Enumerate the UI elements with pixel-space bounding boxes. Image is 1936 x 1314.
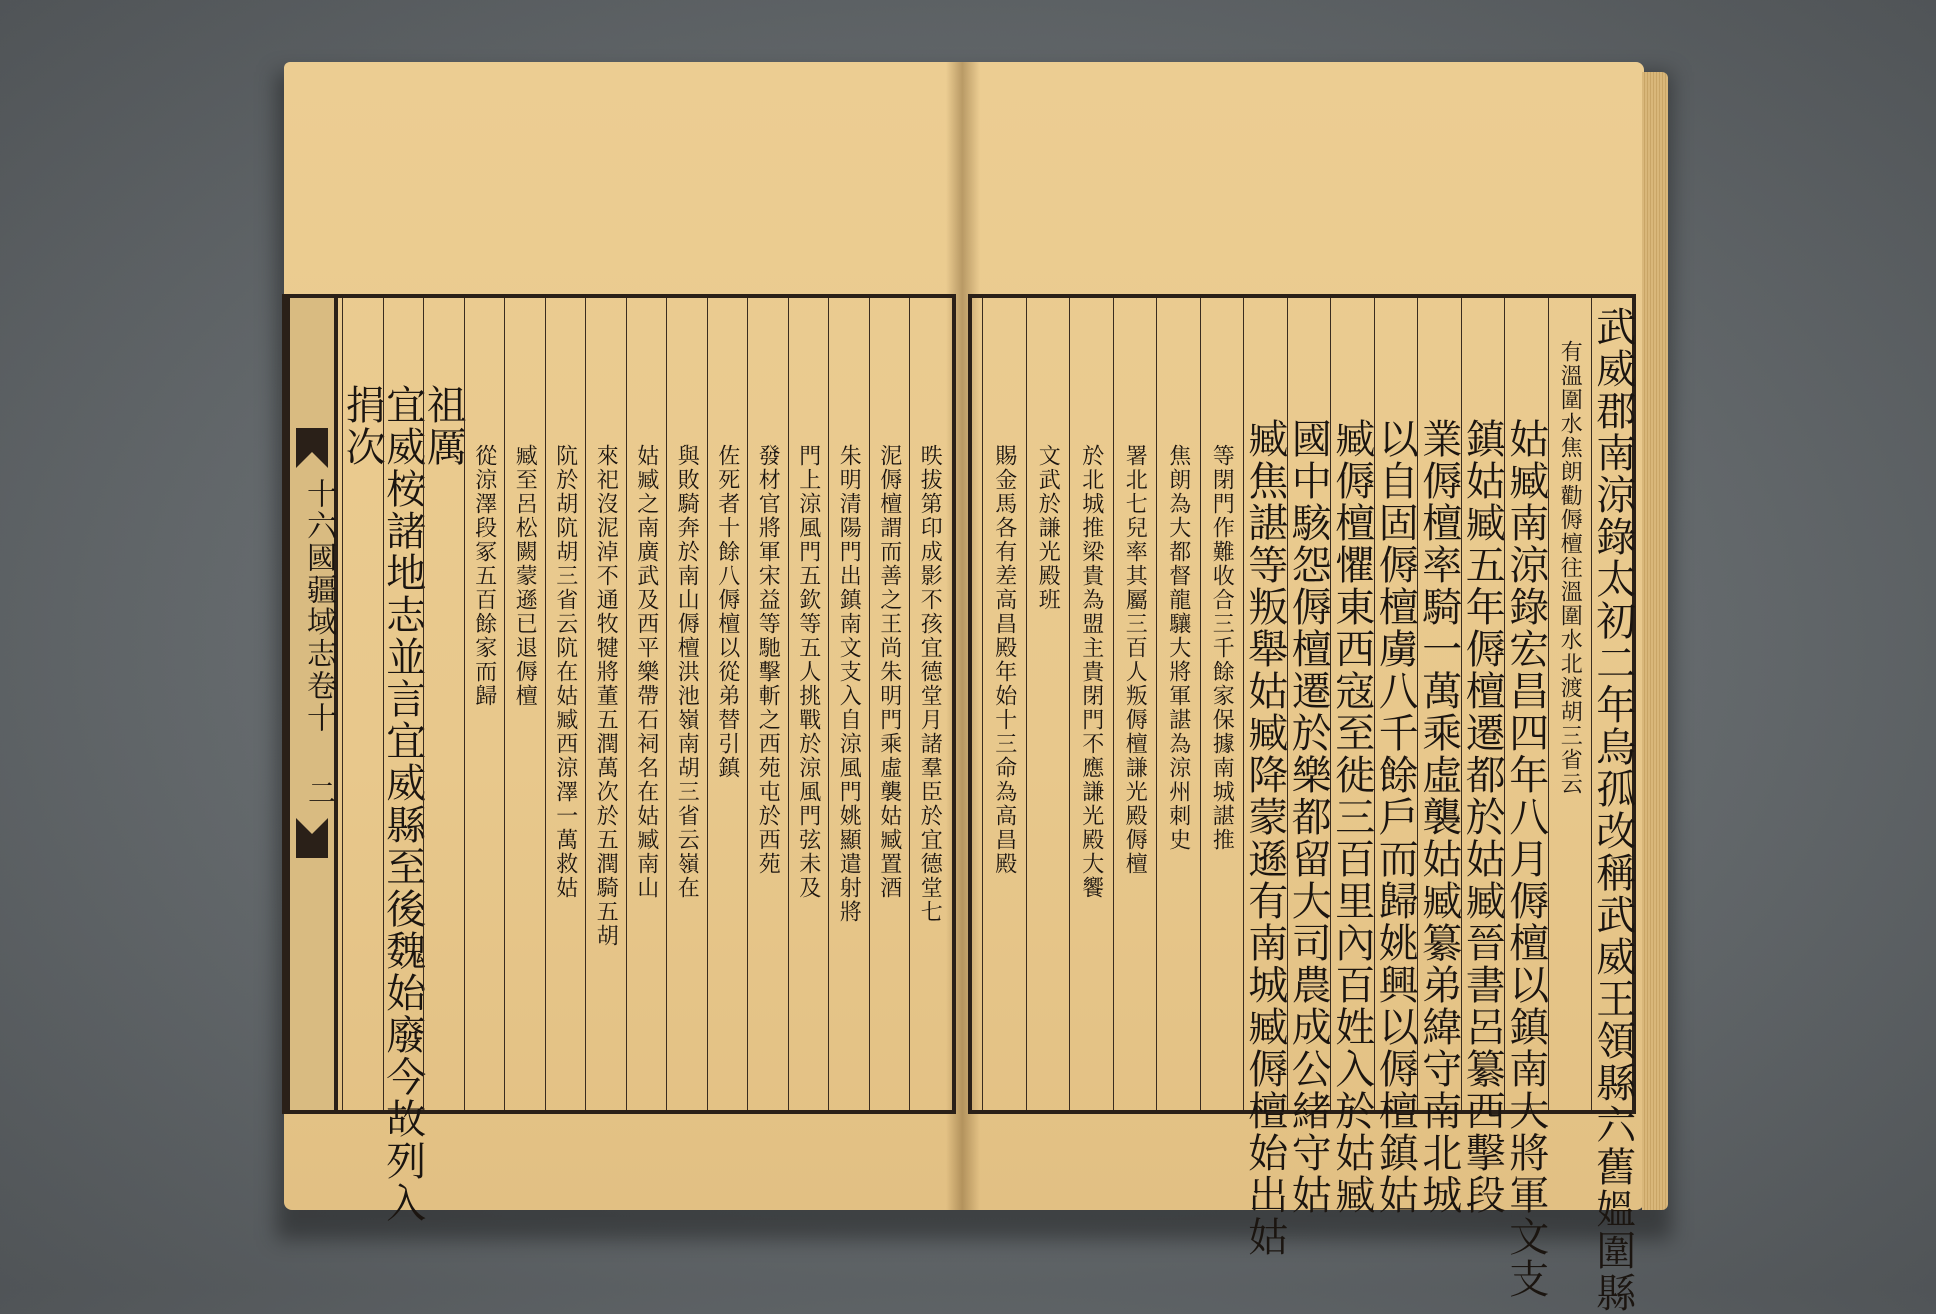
text-column: 宜威桉諸地志並言宜威縣至後魏始廢今故列入 bbox=[379, 384, 426, 1224]
text-column: 鎮姑臧五年傉檀遷都於姑臧晉書呂纂西擊段 bbox=[1459, 418, 1506, 1216]
page-edges bbox=[1642, 72, 1668, 1210]
text-column: 臧焦諶等叛舉姑臧降蒙遜有南城臧傉檀始出姑 bbox=[1241, 418, 1288, 1258]
text-column: 等閉門作難收合三千餘家保據南城諶推 bbox=[1209, 444, 1235, 852]
text-column: 朱明清陽門出鎮南文支入自涼風門姚顯遣射將 bbox=[836, 444, 862, 924]
text-column: 阬於胡阬胡三省云阬在姑臧西涼澤一萬救姑 bbox=[552, 444, 578, 900]
text-column: 於北城推梁貴為盟主貴閉門不應謙光殿大饗 bbox=[1078, 444, 1104, 900]
column-rule bbox=[909, 298, 910, 1110]
column-rule bbox=[1113, 298, 1114, 1110]
left-text-frame bbox=[282, 294, 956, 1224]
text-column: 國中駭怨傉檀遷於樂都留大司農成公緒守姑 bbox=[1285, 418, 1332, 1216]
text-column: 臧傉檀懼東西寇至徙三百里內百姓入於姑臧 bbox=[1328, 418, 1375, 1216]
center-fold-strip bbox=[286, 298, 338, 1110]
text-column: 發材官將軍宋益等馳擊斬之西苑屯於西苑 bbox=[755, 444, 781, 876]
column-rule bbox=[464, 298, 465, 1110]
text-column: 文武於謙光殿班 bbox=[1035, 444, 1061, 612]
column-rule bbox=[1548, 298, 1549, 1110]
right-text-frame bbox=[968, 294, 1636, 1314]
text-column: 門上涼風門五欽等五人挑戰於涼風門弦未及 bbox=[795, 444, 821, 900]
text-column: 賜金馬各有差高昌殿年始十三命為高昌殿 bbox=[991, 444, 1017, 876]
column-rule bbox=[504, 298, 505, 1110]
text-column: 姑臧南涼錄宏昌四年八月傉檀以鎮南大將軍文支 bbox=[1502, 418, 1549, 1300]
column-rule bbox=[1026, 298, 1027, 1110]
column-rule bbox=[828, 298, 829, 1110]
fishtail-mark bbox=[296, 428, 328, 468]
column-rule bbox=[1069, 298, 1070, 1110]
text-column: 臧至呂松闕蒙遜已退傉檀 bbox=[512, 444, 538, 708]
text-column: 佐死者十餘八傉檀以從弟替引鎮 bbox=[714, 444, 740, 780]
column-rule bbox=[1156, 298, 1157, 1110]
text-column: 有溫圍水焦朗勸傉檀往溫圍水北渡胡三省云 bbox=[1557, 340, 1583, 796]
column-rule bbox=[626, 298, 627, 1110]
text-column: 捐次 bbox=[339, 384, 386, 468]
folio-number: 二 bbox=[304, 778, 337, 806]
text-column: 祖厲 bbox=[420, 384, 467, 468]
column-rule bbox=[982, 298, 983, 1110]
column-rule bbox=[747, 298, 748, 1110]
column-rule bbox=[585, 298, 586, 1110]
fold-title: 十六國疆域志卷十 bbox=[301, 478, 336, 734]
text-column: 業傉檀率騎一萬乘虛襲姑臧纂弟緯守南北城 bbox=[1415, 418, 1462, 1216]
text-column: 武威郡南涼錄太初二年烏孤改稱武威王領縣六舊媼圍縣 bbox=[1589, 306, 1636, 1314]
column-rule bbox=[666, 298, 667, 1110]
fishtail-mark-lower bbox=[296, 818, 328, 858]
column-rule bbox=[1200, 298, 1201, 1110]
text-column: 以自固傉檀虜八千餘戶而歸姚興以傉檀鎮姑 bbox=[1372, 418, 1419, 1216]
column-rule bbox=[869, 298, 870, 1110]
text-column: 與敗騎奔於南山傉檀洪池嶺南胡三省云嶺在 bbox=[674, 444, 700, 900]
text-column: 昳拔第印成影不孩宜德堂月諸羣臣於宜德堂七 bbox=[917, 444, 943, 924]
open-book bbox=[270, 62, 1666, 1314]
text-column: 從涼澤段冢五百餘家而歸 bbox=[471, 444, 497, 708]
text-column: 來祀沒泥淖不通牧犍將董五潤萬次於五潤騎五胡 bbox=[593, 444, 619, 948]
text-column: 署北七兒率其屬三百人叛傉檀謙光殿傉檀 bbox=[1122, 444, 1148, 876]
column-rule bbox=[545, 298, 546, 1110]
column-rule bbox=[788, 298, 789, 1110]
text-column: 姑臧之南廣武及西平樂帶石祠名在姑臧南山 bbox=[633, 444, 659, 900]
column-rule bbox=[707, 298, 708, 1110]
text-column: 泥傉檀謂而善之王尚朱明門乘虛襲姑臧置酒 bbox=[876, 444, 902, 900]
text-column: 焦朗為大都督龍驤大將軍諶為涼州刺史 bbox=[1165, 444, 1191, 852]
